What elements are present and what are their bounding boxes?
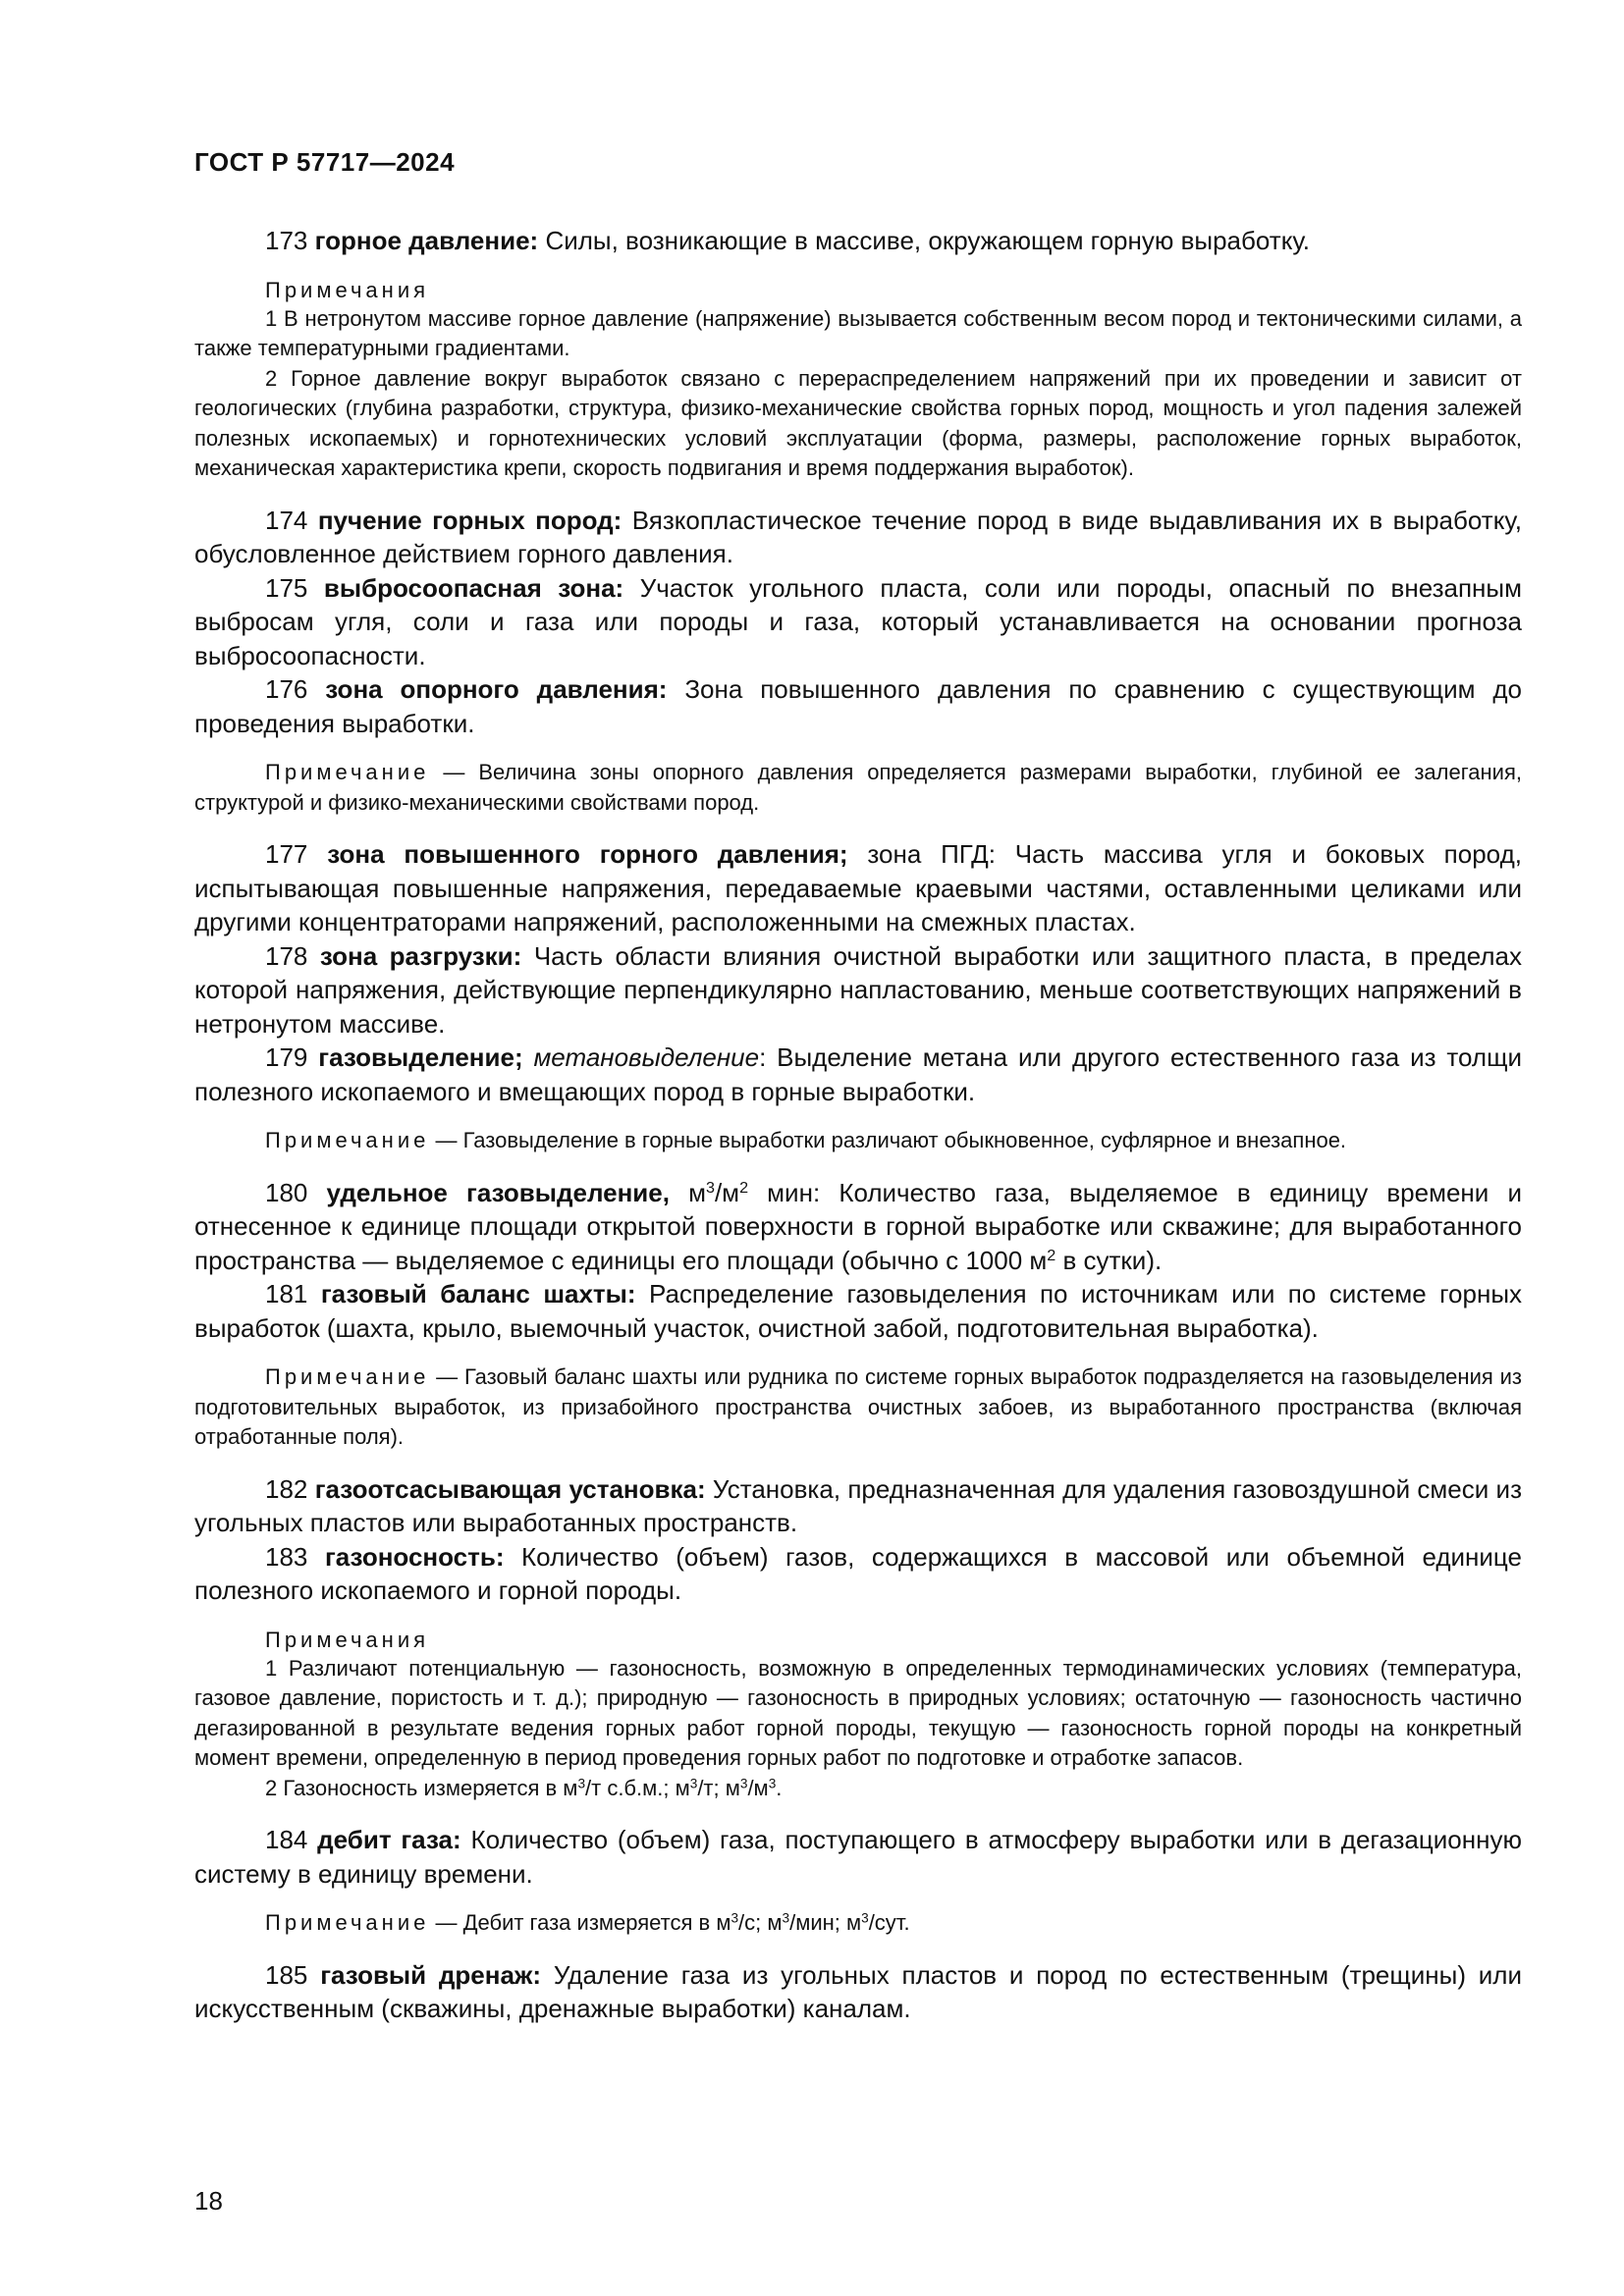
term-182: 182 газоотсасывающая установка: Установка, предназначенная для удаления газовоздушной смеси из угольных пластов или выработанных пространств.	[194, 1473, 1522, 1537]
term-title: зона повышенного горного давления;	[327, 839, 848, 869]
term-181: 181 газовый баланс шахты: Распределение газовыделения по источникам или по системе горных выработок (шахта, крыло, выемочный участок, очистной забой, подготовительная выработка).	[194, 1279, 1523, 1343]
note-item: Примечание — Величина зоны опорного давления определяется размерами выработки, глубиной ее залегания, структурой и физико-механическими свойствами пород.	[194, 760, 1522, 815]
term-title: удельное газовыделение,	[326, 1177, 670, 1207]
term-184: 184 дебит газа: Количество (объем) газа, поступающего в атмосферу выработки или в дегазационную систему в единицу времени.	[194, 1825, 1522, 1889]
note-label: Примечание	[265, 760, 430, 784]
note-item: 2 Горное давление вокруг выработок связано с перераспределением напряжений при их проведении и зависит от геологических (глубина разработки, структура, физико-механические свойства горных пород, мощность и угол падения залежей полезных ископаемых) и горнотехнических условий эксплуатации (форма, размеры, расположение горных выработок, механическая характеристика крепи, скорость подвигания и время поддержания выработок).	[194, 365, 1522, 480]
note-176	[194, 758, 1522, 818]
term-180: 180 удельное газовыделение, $м^3/м^2$ мин: Количество газа, выделяемое в единицу времени и отнесенное к единице площади открытой поверхности в горной выработке или скважине; для выработанного пространства — выделяемое с единицы его площади (обычно с 1000 $м^2$ в сутки).	[194, 1177, 1522, 1275]
note-label: Примечание	[265, 1364, 430, 1389]
page-number: 18	[194, 2186, 223, 2216]
term-title: зона опорного давления:	[325, 674, 668, 704]
term-175: 175 выбросоопасная зона: Участок угольного пласта, соли или породы, опасный по внезапным выбросам угля, соли и газа или породы и газа, который устанавливается на основании прогноза выбросоопасности.	[194, 572, 1522, 670]
term-title: газовыделение;	[318, 1042, 523, 1072]
document-body	[194, 224, 1522, 2026]
note-item: 1 В нетронутом массиве горное давление (напряжение) вызывается собственным весом пород и тектоническими силами, а также температурными градиентами.	[194, 305, 1522, 360]
note-label: Примечание	[265, 1910, 430, 1935]
note-184	[194, 1908, 1522, 1939]
term-179: 179 газовыделение; метановыделение: Выделение метана или другого естественного газа из толщи полезного ископаемого и вмещающих пород в горные выработки.	[194, 1042, 1522, 1106]
note-item: 1 Различают потенциальную — газоносность, возможную в определенных термодинамических условиях (температура, газовое давление, пористость и т. д.); природную — газоносность в природных условиях; остаточную — газоносность частично дегазированной в результате ведения горных работ горной породы, текущую — газоносность горной породы на конкретный момент времени, определенную в период проведения горных работ по подготовке и отработке запасов.	[194, 1655, 1522, 1770]
note-item: Примечание — Газовый баланс шахты или рудника по системе горных выработок подразделяется на газовыделения из подготовительных выработок, из призабойного пространства очистных забоев, из выработанного пространства (включая отработанные поля).	[194, 1364, 1522, 1449]
note-label: Примечание	[265, 1128, 430, 1152]
term-173: 173 горное давление: Силы, возникающие в массиве, окружающем горную выработку.	[265, 226, 1310, 255]
term-title: зона разгрузки:	[319, 940, 522, 971]
term-title: газоотсасывающая установка:	[314, 1473, 706, 1504]
term-synonym: метановыделение	[533, 1042, 760, 1072]
term-176: 176 зона опорного давления: Зона повышенного давления по сравнению с существующим до проведения выработки.	[194, 674, 1522, 738]
document-header: ГОСТ Р 57717—2024	[194, 147, 456, 177]
note-179	[194, 1126, 1522, 1156]
notes-heading: Примечания	[265, 277, 430, 302]
term-185: 185 газовый дренаж: Удаление газа из угольных пластов и пород по естественным (трещины) или искусственным (скважины, дренажные выработки) каналам.	[194, 1959, 1522, 2023]
term-title: газовый баланс шахты:	[320, 1279, 636, 1308]
notes-heading: Примечания	[265, 1627, 430, 1652]
term-183: 183 газоносность: Количество (объем) газов, содержащихся в массовой или объемной единице полезного ископаемого и горной породы.	[194, 1541, 1522, 1605]
term-title: горное давление:	[314, 226, 539, 255]
note-item: Примечание — Газовыделение в горные выработки различают обыкновенное, суфлярное и внезапное.	[265, 1128, 1347, 1152]
note-item: 2 Газоносность измеряется в $м^3/т$ с.б.м.; $м^3/т$; $м^3/м^3$.	[265, 1775, 783, 1800]
term-title: газоносность:	[324, 1541, 505, 1572]
term-title: выбросоопасная зона:	[323, 572, 624, 603]
term-title: газовый дренаж:	[320, 1959, 542, 1990]
note-181	[194, 1362, 1522, 1453]
term-177: 177 зона повышенного горного давления; зона ПГД: Часть массива угля и боковых пород, испытывающая повышенные напряжения, передаваемые краевыми частями, оставленными целиками или другими концентраторами напряжений, расположенными на смежных пластах.	[194, 839, 1522, 936]
term-title: дебит газа:	[317, 1825, 461, 1854]
term-178: 178 зона разгрузки: Часть области влияния очистной выработки или защитного пласта, в пределах которой напряжения, действующие перпендикулярно напластованию, меньше соответствующих напряжений в нетронутом массиве.	[194, 940, 1522, 1039]
notes-173	[194, 276, 1522, 484]
term-174: 174 пучение горных пород: Вязкопластическое течение пород в виде выдавливания их в выработку, обусловленное действием горного давления.	[194, 505, 1522, 568]
term-title: пучение горных пород:	[317, 505, 623, 535]
notes-183	[194, 1626, 1522, 1804]
note-item: Примечание — Дебит газа измеряется в $м^3/с$; $м^3$/мин; $м^3$/сут.	[265, 1910, 910, 1935]
